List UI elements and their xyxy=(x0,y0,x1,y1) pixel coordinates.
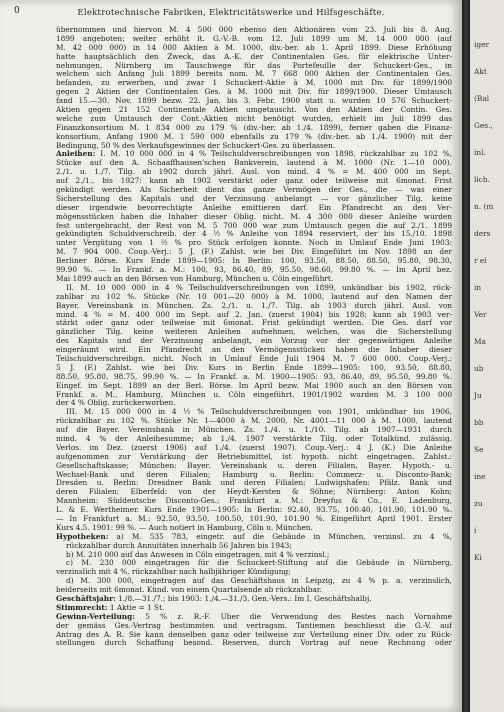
right-page-fragment: Ges., xyxy=(474,121,493,130)
text-line: Gewinn-Verteilung: 5 % z. R.-F. Über die Verwendung des Restes nach Vornahme xyxy=(56,612,452,621)
text-line: auf 2./1., bis 1927: kann ab 1902 verstärkt oder ganz oder teilweise mit 6monat. Frist xyxy=(56,177,452,186)
text-line: Kurs 4.5. 1901: 99 %. — Auch notiert in Hamburg, Cöln u. München. xyxy=(56,523,313,532)
text-line: b) M. 210 000 auf das Anwesen in Cöln eingetragen, mit 4 % verzinsl.; xyxy=(66,550,330,559)
text-line: dieser irgendwie bevorrechtigte Anleihe emittieren darf. Ein Pfandrecht an den Ver- xyxy=(56,203,452,212)
page-number: 0 xyxy=(14,6,20,16)
text-line: III. M. 15 000 000 in 4 ½ % Teilschuldverschreibungen von 1901, unkündbar bis 1906, xyxy=(66,408,452,417)
text-line: Stimmrecht: 1 Aktie = 1 St. xyxy=(56,603,165,612)
text-line: eingeräumt wird. Ein Pfandrecht an den Vermögensstücken haben die Inhaber dieser xyxy=(56,346,452,355)
right-page-fragment: zu xyxy=(474,499,483,508)
text-line: 88.50, 95.80, 98.75, 99.90 %. — In Frankf. a. M. 1900—1905: 93, 86.40, 89, 95.50, 99.80 %. xyxy=(56,372,452,381)
section-label: Stimmrecht: xyxy=(56,603,108,612)
text-line: rückzahlbar durch Annuitäten innerhalb 56 Jahren bis 1943; xyxy=(66,541,292,550)
text-line: gänzlicher Tilg. keine weiteren Anleihen aufnehmen, welchen, was die Sicherstellung xyxy=(56,328,452,337)
book-gutter xyxy=(462,0,470,712)
text-line: 99.90 %. — In Frankf. a. M.: 100, 93, 86.40, 89, 95.50, 98.60, 99.80 %. — Im April bez. xyxy=(56,266,452,275)
right-page-fragment: n. (m xyxy=(474,202,494,211)
text-line: Teilschuldverschreibgn. nicht. Noch in Umlauf Ende Juli 1904 M. 7 600 000. Coup.-Verj.: xyxy=(56,354,452,363)
text-line: mögensstücken haben die Inhaber dieser Oblig. nicht. M. 4 300 000 dieser Anleihe wurden xyxy=(56,212,452,221)
section-label: Geschäftsjahr: xyxy=(56,595,116,603)
text-line: Eingef. im Sept. 1899 an der Berl. Börse. Im April bezw. Mai 1900 auch an den Börsen von xyxy=(56,381,452,390)
right-page-fragment: ine xyxy=(474,472,486,481)
text-line: II. M. 10 000 000 in 4 % Teilschuldverschreibungen von 1899, unkündbar bis 1902, rück- xyxy=(66,283,452,292)
text-line: Bayer. Vereinsbank in München. Zs. 2./1. u. 1./7. Tilg. ab 1903 durch jährl. Ausl. von xyxy=(56,301,452,310)
text-line: mind. 4 % der Anleihesumme; ab 1./4. 1907 verstärkte Tilg. oder Totalkünd. zulässig. xyxy=(56,434,452,443)
text-line: beiderseits mit 6monat. Künd. von einem Quartalsende ab rückzahlbar. xyxy=(56,586,322,595)
text-line: unter Vergütung von 1 ½ % pro Stück erfolgen konnte. Noch in Umlauf Ende Juni 1903: xyxy=(56,239,452,248)
text-line: — In Frankfurt a. M.: 92.50, 93.50, 100.50, 101.90, 101.90 %. Eingeführt April 1901. Erster xyxy=(56,514,452,523)
text-line: Stücke auf den A. Schaaffhausen'schen Bankverein, lautend à M. 1000 (Nr. 1—10 000). xyxy=(56,159,452,168)
text-line: stellungen durch Schaffung besond. Reserven, durch Vortrag auf neue Rechnung oder xyxy=(56,639,452,648)
text-line: Finanzkonsortium M. 1 834 000 zu 179 % (div.-ber. ab 1./4. 1899), ferner gaben die Finanz- xyxy=(56,123,452,132)
text-line: d) M. 300 000, eingetragen auf das Geschäftshaus in Leipzig, zu 4 % p. a. verzinslich, xyxy=(66,577,452,586)
right-page-fragment: Akt xyxy=(474,67,487,76)
text-line: welchem sich Anfang Juli 1899 bereits nom. M. 7 668 000 Aktien der Continentalen Ges. xyxy=(56,70,452,79)
text-line: Bedingung, 50 % des Verkaufsgewinnes der Schuckert-Ges. zu überlassen. xyxy=(56,141,336,150)
right-page-fragment: ders xyxy=(474,229,491,238)
right-page-fragment: (Bal xyxy=(474,94,490,103)
text-line: gegen 2 Aktien der Continentalen Ges. à M. 1000 mit Div. für 1899/1900. Dieser Umtausch xyxy=(56,88,452,97)
right-page-fragment: bb xyxy=(474,418,484,427)
text-line: des Kapitals und der Verzinsung anbelangt, ein Vorzug vor der gegenwärtigen Anleihe xyxy=(56,337,452,346)
text-line: welche zum Umtausch der Cont.-Aktien nicht benötigt wurden, erhielt im Juli 1899 das xyxy=(56,114,452,123)
right-page-fragment: i xyxy=(474,526,477,535)
text-line: gekündigten Schuldverschreib. der 4 ½ % Anleihe von 1894 reserviert, der bis 15./10. 1898 xyxy=(56,230,452,239)
section-label: Hypotheken: xyxy=(56,532,109,541)
text-line: M. 42 000 000) in 14 000 Aktien à M. 1000, div.-ber. ab 1. April 1899. Diese Erhöhung xyxy=(56,43,452,52)
right-page-fragment: in xyxy=(474,283,482,292)
text-line: Mai 1899 auch an den Börsen von Hamburg, München u. Cöln eingeführt. xyxy=(56,274,334,283)
text-line: Verlos. im Dez. (zuerst 1906) auf 1./4. (zuerst 1907). Coup.-Verj.: 4 J. (K.) Die Anleihe xyxy=(56,443,452,452)
text-line: befanden, zu erwerben, und zwar 1 Schuckert-Aktie à M. 1000 mit Div. für 1899/1900 xyxy=(56,79,452,88)
right-book-page-edge xyxy=(470,0,504,712)
text-line: 1899 angeboten; weiter erhöht lt. G.-V.-B. vom 12. Juli 1899 um M. 14 000 000 (auf xyxy=(56,34,452,43)
right-page-fragment: Ki xyxy=(474,553,482,562)
right-page-fragment: r ei xyxy=(474,256,487,265)
text-line: hatte hauptsächlich den Zweck, das A.-K. der Continentalen Ges. für elektrische Unter- xyxy=(56,52,452,61)
text-line: der gemäss Ges.-Vertrag bestimmten und vertragsm. Tantiemen beschliesst die G.-V. auf xyxy=(56,621,452,630)
text-line: Mannheim: Süddeutsche Disconto-Ges.; Frankfurt a. M.: Dreyfus & Co., E. Ladenburg, xyxy=(56,497,452,506)
right-page-fragment: iger xyxy=(474,40,490,49)
text-line: deren Filialen; Elberfeld: von der Heydt-Kersten & Söhne; Nürnberg: Anton Kohn; xyxy=(56,488,452,497)
text-line: c) M. 230 000 eingetragen für die Schuckert-Stiftung auf die Gebäude in Nürnberg, xyxy=(66,559,452,568)
text-line: auf die Bayer. Vereinsbank in München. Zs. 1./4. u. 1./10. Tilg. ab 1907—1931 durch xyxy=(56,426,452,435)
section-label: Anleihen: xyxy=(56,150,96,159)
text-line: stärkt oder ganz oder teilweise mit 6monat. Frist gekündigt werden. Die Ges. darf vor xyxy=(56,319,452,328)
right-page-fragment: ub xyxy=(474,364,484,373)
text-line: Aktien gegen 21 152 Continentale Aktien umgetauscht. Von den Aktien der Contin. Ges. xyxy=(56,106,452,115)
text-line: Dresden u. Berlin: Dresdner Bank und deren Filialen; Ludwigshafen: Pfälz. Bank und xyxy=(56,479,452,488)
text-line: zahlbar zu 102 %. Stücke (Nr. 10 001—20 000) à M. 1000, lautend auf den Namen der xyxy=(56,292,452,301)
text-line: gekündigt werden. Als Sicherheit dient das ganze Vermögen der Ges., die — was einer xyxy=(56,186,452,195)
text-line: übernommen und hiervon M. 4 500 000 ebenso den Aktionären vom 23. Juli bis 8. Aug. xyxy=(56,26,452,34)
right-page-fragment: Ju xyxy=(474,391,482,400)
text-line: Berliner Börse. Kurs Ende 1899—1905: In Berlin: 100, 93.50, 88.50, 88.50, 95.80, 98.30, xyxy=(56,257,452,266)
text-line: fand 15.—30. Nov. 1899 bezw. 22. Jan. bis 3. Febr. 1900 statt u. wurden 10 576 Schuckert- xyxy=(56,97,452,106)
text-line: Wechsel-Bank und deren Filialen; Hamburg u. Berlin: Commerz- u. Disconto-Bank; xyxy=(56,470,452,479)
text-line: 2./1. u. 1./7. Tilg. ab 1902 durch jährl. Ausl. von mind. 4 % = M. 400 000 im Sept. xyxy=(56,168,452,177)
right-page-fragment: Ma xyxy=(474,337,486,346)
right-page-fragment: lich. xyxy=(474,175,490,184)
section-label: Gewinn-Verteilung: xyxy=(56,612,135,621)
right-page-fragment: inl. xyxy=(474,148,486,157)
text-line: 5 J. (F.) Zahlst. wie bei Div. Kurs in Berlin Ende 1899—1905: 100, 93.50, 88.80, xyxy=(56,363,452,372)
text-line: rückzahlbar zu 102 %. Stücke Nr. 1—4000 à M. 2000, Nr. 4001—11 000 à M. 1000, lautend xyxy=(56,417,452,426)
text-line: nehmungen, Nürnberg im Tauschwege für das Portefeuille der Schuckert-Ges., in xyxy=(56,61,452,70)
text-line: verzinslich mit 4 %, rückzahlbar nach halbjähriger Kündigung; xyxy=(56,568,291,577)
text-line: fest untergebracht, der Rest von M. 5 700 000 war zum Umtausch gegen die auf 2./1. 1899 xyxy=(56,221,452,230)
text-line: Geschäftsjahr: 1./8.—31./7.; bis 1903: 1./4.—31./3. Gen.-Vers.: Im I. Geschäftshalbj. xyxy=(56,595,372,603)
text-line: Gesellschaftskasse; München: Bayer. Vereinsbank u. deren Filialen, Bayer. Hypoth.- u. xyxy=(56,461,452,470)
text-line: Hypotheken: a) M. 535 783, eingetr. auf die Gebäude in München, verzinsl. zu 4 %, xyxy=(56,532,452,541)
text-line: Anleihen: I. M. 10 000 000 in 4 % Teilschuldverschreibungen von 1898, rückzahlbar zu 102 %, xyxy=(56,150,452,159)
text-line: L. & E. Wertheimer. Kurs Ende 1901—1905: In Berlin: 92.40, 93.75, 100.40, 101.90, 101.90 %. xyxy=(56,506,452,515)
text-line: mind. 4 % = M. 400 000 im Sept. auf 2. Jan. (zuerst 1904) bis 1928; kann ab 1903 ver- xyxy=(56,310,452,319)
right-page-fragment: Se xyxy=(474,445,484,454)
body-text xyxy=(56,26,452,648)
text-line: Antrag des A. R. Sie kann denselben ganz oder teilweise zur Verteilung einer Div. oder zu Rück- xyxy=(56,630,452,639)
text-line: der 4 % Oblig. zurückerworben. xyxy=(56,399,176,408)
text-line: M. 7 904 000. Coup.-Verj.: 5 J. (F.) Zahlst. wie bei Div. Eingeführt im Nov. 1898 an der xyxy=(56,248,452,257)
right-page-fragment: Ver xyxy=(474,310,487,319)
text-line: Sicherstellung des Kapitals und der Verzinsung anbelangt — vor gänzlicher Tilg. keine xyxy=(56,194,452,203)
text-line: konsortium, Anfang 1900 M. 1 590 000 ebenfalls zu 179 % (div.-ber. ab 1./4. 1900) mit der xyxy=(56,132,452,141)
running-header: Elektrotechnische Fabriken, Elektricitätswerke und Hilfsgeschäfte. xyxy=(77,8,385,18)
text-line: Frankf. a. M., Hamburg, München u. Cöln eingeführt. 1901/1902 wurden M. 3 100 000 xyxy=(56,390,452,399)
text-line: aufgenommen zur Verstärkung der Betriebsmittel, ist hypoth. nicht eingetragen. Zahlst.: xyxy=(56,452,452,461)
